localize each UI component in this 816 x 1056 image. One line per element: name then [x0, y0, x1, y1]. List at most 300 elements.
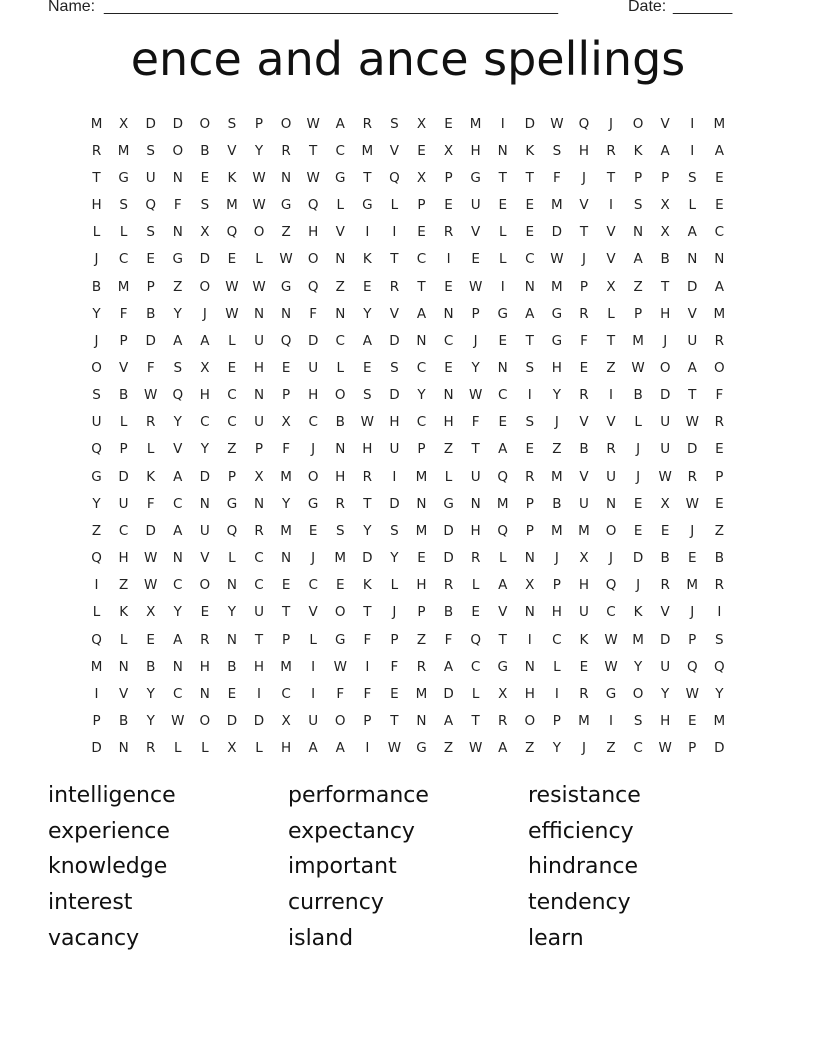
grid-letter: E	[660, 522, 670, 539]
grid-letter: R	[443, 224, 454, 241]
grid-letter: H	[281, 740, 292, 757]
grid-letter: W	[468, 278, 483, 295]
grid-letter: I	[500, 115, 505, 132]
grid-letter: N	[524, 658, 535, 675]
grid-letter: G	[335, 169, 346, 186]
grid-letter: X	[579, 550, 589, 567]
grid-letter: T	[363, 169, 372, 186]
word-bank-item: important	[288, 854, 397, 880]
grid-letter: M	[90, 658, 103, 675]
grid-letter: T	[606, 169, 616, 186]
grid-letter: G	[307, 495, 319, 512]
grid-letter: N	[524, 550, 535, 567]
grid-letter: S	[146, 224, 155, 241]
grid-letter: F	[552, 169, 561, 186]
grid-letter: D	[389, 495, 400, 512]
grid-letter: I	[311, 685, 316, 702]
grid-letter: R	[606, 142, 616, 159]
word-bank-item: knowledge	[48, 854, 168, 880]
grid-letter: L	[607, 305, 615, 322]
grid-letter: J	[690, 522, 695, 539]
grid-letter: B	[118, 713, 129, 730]
grid-letter: Y	[715, 685, 724, 702]
grid-letter: P	[363, 713, 372, 730]
grid-letter: E	[471, 251, 480, 268]
grid-letter: P	[688, 740, 697, 757]
grid-letter: W	[252, 197, 266, 214]
grid-letter: V	[579, 468, 589, 485]
word-bank-item: interest	[48, 890, 133, 916]
grid-letter: R	[606, 441, 616, 458]
grid-letter: C	[552, 631, 562, 648]
grid-letter: P	[417, 604, 426, 621]
grid-letter: P	[417, 197, 426, 214]
grid-letter: M	[280, 658, 292, 675]
grid-letter: Z	[91, 522, 102, 539]
grid-letter: L	[119, 414, 128, 431]
grid-letter: S	[390, 522, 399, 539]
grid-letter: E	[335, 577, 345, 594]
grid-letter: Q	[91, 441, 102, 458]
grid-letter: I	[609, 713, 614, 730]
grid-letter: E	[146, 251, 155, 268]
grid-letter: Z	[118, 577, 129, 594]
grid-letter: Y	[146, 685, 155, 702]
grid-letter: N	[281, 550, 292, 567]
grid-letter: D	[389, 332, 400, 349]
grid-letter: A	[173, 468, 183, 485]
grid-letter: H	[551, 359, 562, 376]
grid-letter: V	[471, 224, 481, 241]
grid-letter: N	[172, 658, 183, 675]
grid-letter: K	[633, 604, 643, 621]
grid-letter: P	[688, 631, 697, 648]
grid-letter: R	[714, 332, 725, 349]
grid-letter: E	[417, 224, 426, 241]
grid-letter: P	[119, 332, 128, 349]
grid-letter: C	[308, 577, 318, 594]
grid-letter: T	[661, 278, 670, 295]
grid-letter: J	[311, 441, 316, 458]
grid-letter: N	[118, 658, 129, 675]
grid-letter: F	[363, 685, 372, 702]
grid-letter: N	[172, 169, 183, 186]
grid-letter: E	[146, 631, 155, 648]
grid-letter: V	[118, 359, 129, 376]
grid-letter: V	[606, 414, 616, 431]
grid-letter: R	[579, 305, 589, 322]
grid-letter: F	[471, 414, 480, 431]
grid-letter: U	[118, 495, 129, 512]
grid-letter: Y	[363, 522, 372, 539]
grid-letter: Y	[146, 713, 155, 730]
grid-letter: B	[552, 495, 562, 512]
word-bank-column-2	[288, 780, 528, 958]
grid-letter: W	[658, 468, 672, 485]
word-bank-item: hindrance	[528, 854, 639, 880]
grid-letter: P	[254, 115, 264, 132]
grid-row	[83, 680, 733, 707]
grid-letter: G	[551, 332, 563, 349]
grid-letter: G	[362, 197, 373, 214]
grid-letter: E	[715, 441, 724, 458]
name-blank-line: ______________________________________________________	[104, 0, 558, 15]
grid-letter: A	[443, 658, 454, 675]
grid-letter: W	[171, 713, 185, 730]
grid-letter: M	[117, 142, 130, 159]
grid-letter: F	[390, 658, 399, 675]
grid-letter: C	[227, 387, 237, 404]
grid-letter: W	[144, 387, 158, 404]
grid-letter: Q	[605, 577, 617, 594]
grid-letter: R	[91, 142, 102, 159]
grid-letter: G	[551, 305, 563, 322]
grid-letter: E	[363, 359, 372, 376]
grid-letter: A	[633, 251, 643, 268]
grid-letter: J	[636, 468, 641, 485]
grid-letter: M	[334, 550, 347, 567]
grid-letter: C	[497, 387, 508, 404]
grid-letter: E	[200, 169, 210, 186]
grid-letter: N	[172, 224, 183, 241]
grid-letter: U	[660, 441, 671, 458]
grid-letter: S	[525, 359, 535, 376]
grid-letter: K	[227, 169, 237, 186]
grid-letter: Q	[497, 522, 509, 539]
grid-letter: C	[281, 685, 291, 702]
grid-letter: M	[713, 115, 726, 132]
grid-letter: I	[527, 387, 532, 404]
grid-letter: G	[91, 468, 102, 485]
grid-letter: N	[605, 495, 617, 512]
grid-letter: L	[255, 740, 263, 757]
grid-letter: L	[119, 224, 128, 241]
grid-letter: W	[333, 658, 347, 675]
grid-letter: N	[470, 495, 481, 512]
grid-letter: H	[362, 441, 373, 458]
grid-letter: U	[606, 468, 616, 485]
grid-letter: D	[632, 550, 644, 567]
grid-letter: R	[498, 713, 508, 730]
grid-letter: O	[659, 359, 671, 376]
grid-letter: I	[690, 142, 695, 159]
grid-letter: E	[444, 115, 453, 132]
grid-letter: A	[443, 713, 454, 730]
grid-letter: W	[685, 685, 699, 702]
grid-letter: G	[497, 658, 508, 675]
grid-row	[83, 382, 733, 409]
grid-letter: H	[199, 387, 210, 404]
grid-letter: B	[118, 387, 129, 404]
grid-letter: X	[118, 115, 129, 132]
grid-letter: M	[117, 278, 130, 295]
grid-letter: L	[634, 414, 642, 431]
grid-letter: L	[471, 577, 480, 594]
grid-letter: S	[390, 359, 399, 376]
grid-letter: M	[551, 278, 563, 295]
grid-letter: C	[173, 685, 183, 702]
grid-letter: V	[200, 550, 210, 567]
grid-letter: O	[524, 713, 536, 730]
grid-letter: U	[145, 169, 156, 186]
grid-letter: W	[658, 740, 672, 757]
grid-letter: X	[443, 142, 454, 159]
word-bank-item: currency	[288, 890, 384, 916]
word-bank	[48, 780, 768, 958]
grid-letter: L	[444, 468, 453, 485]
grid-letter: M	[551, 468, 563, 485]
word-bank-item: performance	[288, 783, 429, 808]
grid-letter: J	[609, 550, 614, 567]
grid-letter: C	[227, 414, 237, 431]
grid-letter: K	[119, 604, 129, 621]
grid-letter: U	[660, 658, 671, 675]
grid-letter: M	[415, 468, 428, 485]
grid-letter: I	[365, 658, 370, 675]
grid-letter: L	[553, 658, 561, 675]
grid-row	[83, 354, 733, 381]
grid-letter: W	[468, 740, 483, 757]
grid-letter: B	[660, 550, 670, 567]
grid-letter: F	[336, 685, 345, 702]
grid-letter: J	[581, 169, 586, 186]
grid-letter: E	[498, 197, 507, 214]
grid-letter: A	[308, 740, 318, 757]
grid-letter: V	[389, 142, 400, 159]
grid-letter: G	[118, 169, 129, 186]
grid-letter: W	[360, 414, 374, 431]
date-blank-line: _______	[673, 0, 732, 15]
grid-letter: A	[660, 142, 670, 159]
grid-letter: W	[604, 658, 618, 675]
grid-letter: V	[498, 604, 508, 621]
grid-letter: D	[199, 251, 211, 268]
grid-letter: R	[714, 414, 725, 431]
grid-letter: D	[145, 115, 156, 132]
grid-letter: T	[281, 604, 291, 621]
grid-letter: D	[687, 278, 698, 295]
grid-letter: Q	[578, 115, 590, 132]
grid-letter: Q	[226, 224, 238, 241]
grid-letter: V	[389, 305, 400, 322]
grid-letter: G	[605, 685, 617, 702]
word-bank-item: expectancy	[288, 818, 415, 844]
grid-letter: E	[200, 604, 210, 621]
grid-letter: G	[280, 197, 292, 214]
grid-letter: J	[94, 251, 99, 268]
grid-letter: K	[633, 142, 643, 159]
grid-letter: W	[631, 359, 645, 376]
grid-letter: G	[443, 495, 454, 512]
grid-row	[83, 735, 733, 762]
grid-letter: B	[660, 251, 670, 268]
grid-letter: P	[146, 278, 155, 295]
grid-letter: E	[281, 359, 291, 376]
grid-letter: X	[660, 224, 670, 241]
grid-letter: L	[92, 224, 101, 241]
grid-letter: N	[524, 604, 535, 621]
grid-letter: C	[254, 577, 264, 594]
grid-letter: U	[91, 414, 102, 431]
grid-letter: N	[118, 740, 129, 757]
grid-letter: D	[145, 522, 156, 539]
grid-letter: J	[581, 740, 586, 757]
grid-letter: M	[361, 142, 374, 159]
grid-letter: B	[200, 142, 210, 159]
grid-letter: M	[578, 522, 590, 539]
grid-letter: Y	[661, 685, 670, 702]
grid-letter: L	[174, 740, 182, 757]
grid-letter: D	[307, 332, 319, 349]
grid-letter: P	[471, 305, 480, 322]
grid-letter: J	[690, 604, 695, 621]
grid-row	[83, 219, 733, 246]
grid-letter: H	[578, 577, 590, 594]
grid-letter: Z	[173, 278, 183, 295]
grid-letter: F	[444, 631, 453, 648]
grid-letter: B	[579, 441, 589, 458]
grid-letter: S	[146, 142, 155, 159]
grid-letter: T	[309, 142, 318, 159]
grid-letter: P	[119, 441, 128, 458]
grid-letter: P	[634, 169, 643, 186]
grid-letter: A	[525, 305, 535, 322]
grid-letter: N	[497, 142, 508, 159]
grid-letter: U	[470, 197, 481, 214]
grid-letter: G	[226, 495, 238, 512]
grid-letter: O	[280, 115, 292, 132]
grid-letter: Z	[714, 522, 724, 539]
grid-letter: L	[255, 251, 263, 268]
grid-letter: N	[226, 631, 237, 648]
grid-letter: O	[334, 713, 346, 730]
grid-letter: L	[336, 197, 344, 214]
grid-letter: I	[609, 387, 614, 404]
grid-letter: J	[581, 251, 586, 268]
grid-letter: Q	[389, 169, 400, 186]
grid-letter: M	[226, 197, 238, 214]
word-bank-item: vacancy	[48, 925, 140, 951]
grid-letter: V	[579, 197, 589, 214]
grid-letter: O	[199, 278, 211, 295]
grid-letter: I	[527, 631, 532, 648]
grid-letter: N	[443, 305, 454, 322]
grid-letter: K	[362, 577, 372, 594]
grid-letter: K	[362, 251, 372, 268]
grid-letter: Z	[633, 278, 643, 295]
grid-letter: X	[416, 115, 427, 132]
grid-letter: H	[308, 387, 319, 404]
grid-letter: E	[363, 278, 372, 295]
grid-letter: F	[363, 631, 372, 648]
grid-letter: Y	[281, 495, 291, 512]
grid-letter: N	[199, 685, 210, 702]
grid-letter: E	[444, 278, 453, 295]
grid-letter: O	[199, 115, 211, 132]
grid-letter: W	[252, 278, 266, 295]
grid-letter: H	[91, 197, 102, 214]
grid-row	[83, 626, 733, 653]
grid-letter: O	[605, 522, 617, 539]
grid-letter: Y	[92, 495, 101, 512]
grid-letter: E	[444, 359, 453, 376]
grid-letter: J	[554, 550, 559, 567]
grid-letter: Y	[552, 387, 561, 404]
grid-letter: I	[365, 740, 370, 757]
grid-letter: W	[225, 305, 239, 322]
grid-letter: O	[199, 577, 211, 594]
grid-letter: T	[525, 169, 534, 186]
grid-letter: M	[415, 685, 428, 702]
grid-letter: N	[335, 305, 346, 322]
grid-letter: M	[280, 522, 292, 539]
grid-letter: T	[471, 441, 480, 458]
grid-letter: F	[715, 387, 724, 404]
grid-letter: D	[524, 115, 535, 132]
grid-row	[83, 599, 733, 626]
grid-letter: D	[551, 224, 563, 241]
grid-letter: R	[443, 577, 454, 594]
grid-letter: A	[498, 577, 508, 594]
grid-letter: Y	[227, 604, 237, 621]
grid-letter: C	[443, 332, 454, 349]
grid-letter: H	[335, 468, 346, 485]
grid-letter: E	[715, 169, 724, 186]
grid-letter: C	[200, 414, 210, 431]
grid-row	[83, 164, 733, 191]
grid-letter: X	[227, 740, 237, 757]
grid-letter: Y	[471, 359, 480, 376]
grid-letter: I	[609, 197, 614, 214]
grid-letter: J	[311, 550, 316, 567]
grid-letter: P	[227, 468, 236, 485]
grid-row	[83, 436, 733, 463]
grid-letter: O	[632, 685, 644, 702]
grid-letter: Q	[470, 631, 481, 648]
grid-letter: Q	[145, 197, 157, 214]
grid-letter: P	[552, 713, 561, 730]
grid-letter: D	[714, 740, 725, 757]
grid-letter: V	[308, 604, 318, 621]
grid-letter: J	[609, 115, 614, 132]
grid-letter: D	[687, 441, 698, 458]
grid-letter: R	[660, 577, 670, 594]
grid-letter: Z	[552, 441, 562, 458]
grid-letter: E	[471, 604, 480, 621]
grid-letter: E	[525, 441, 535, 458]
grid-letter: E	[687, 713, 697, 730]
grid-letter: Y	[633, 658, 643, 675]
grid-letter: C	[714, 224, 725, 241]
word-bank-item: resistance	[528, 783, 641, 808]
grid-letter: R	[362, 468, 373, 485]
grid-letter: D	[91, 740, 102, 757]
grid-letter: H	[253, 658, 265, 675]
grid-letter: N	[416, 332, 427, 349]
grid-letter: G	[470, 169, 481, 186]
grid-letter: N	[524, 278, 535, 295]
grid-letter: Y	[363, 305, 372, 322]
grid-letter: H	[253, 359, 265, 376]
grid-letter: Y	[173, 414, 182, 431]
grid-letter: T	[498, 169, 507, 186]
grid-letter: G	[335, 631, 346, 648]
grid-letter: J	[473, 332, 478, 349]
grid-letter: V	[606, 224, 616, 241]
grid-letter: L	[146, 441, 155, 458]
grid-letter: O	[714, 359, 725, 376]
grid-letter: P	[254, 441, 264, 458]
